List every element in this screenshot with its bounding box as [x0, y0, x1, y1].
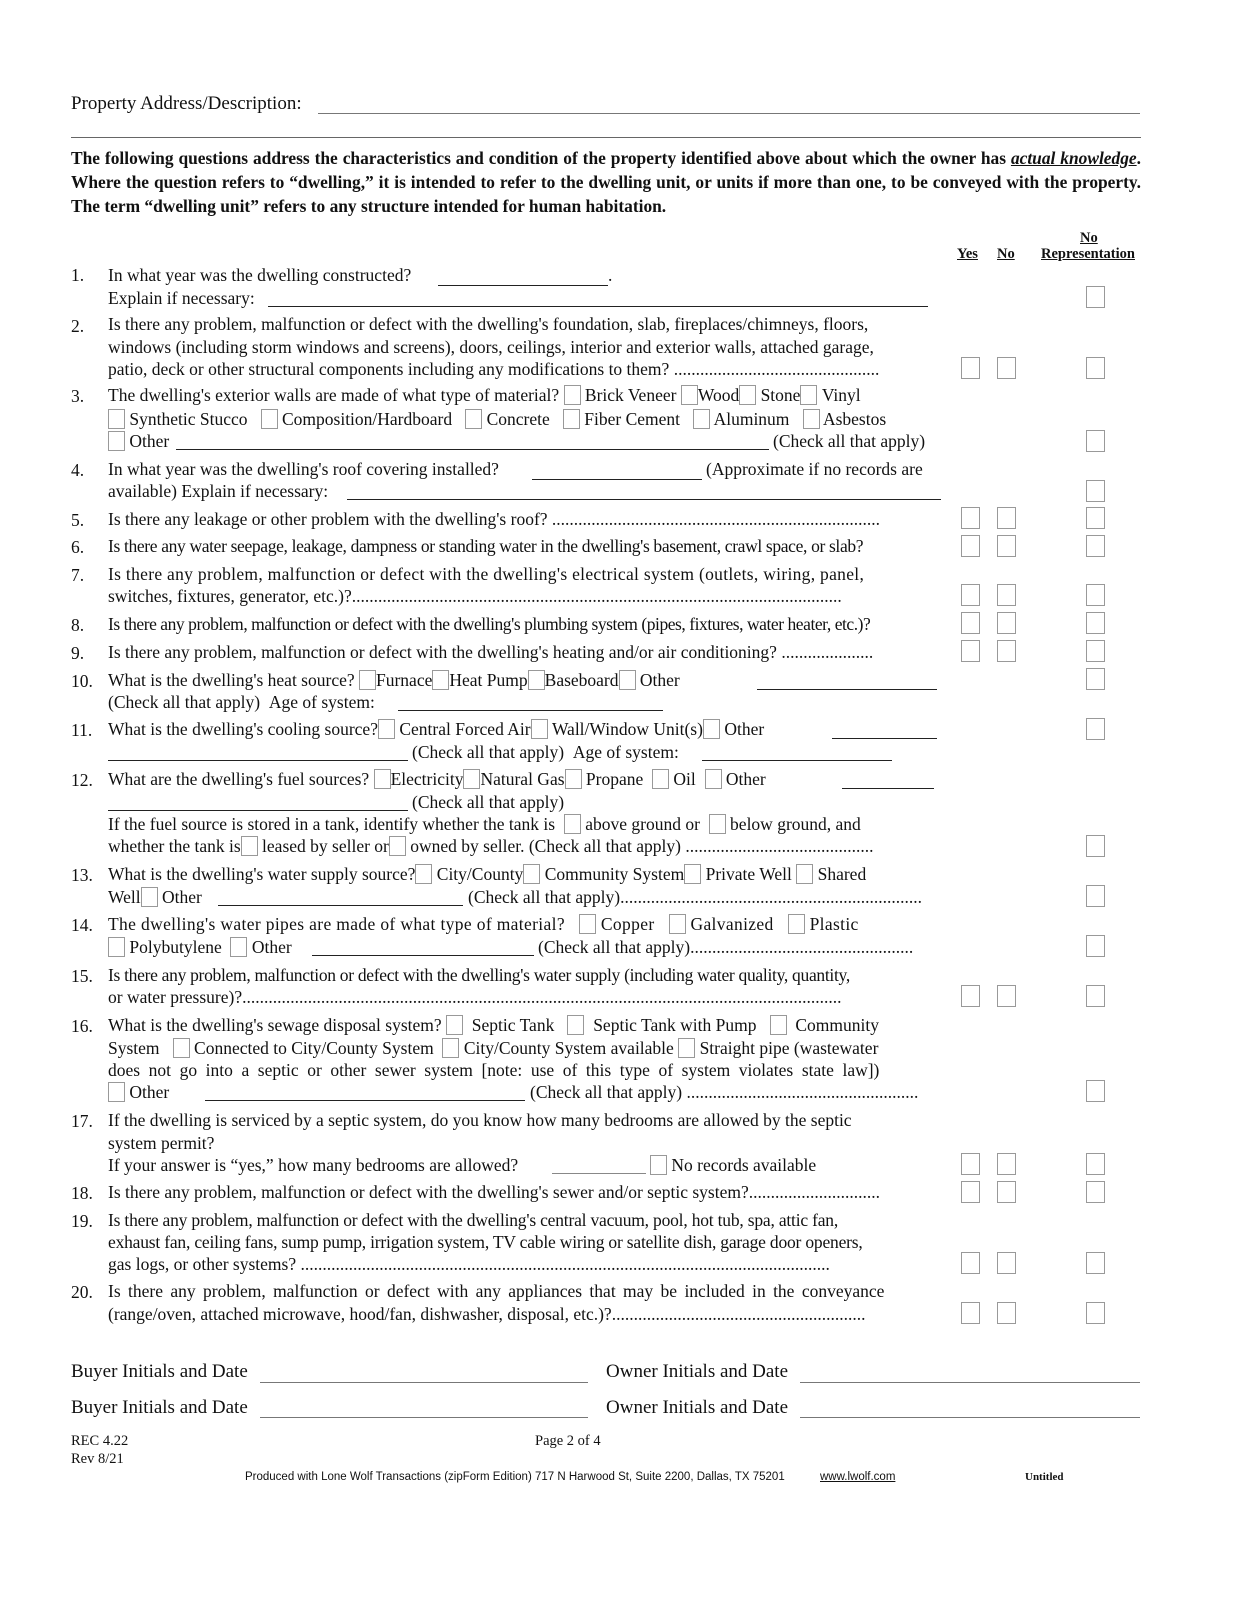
q16-note	[530, 1082, 918, 1103]
q12-tank-text2: whether the tank is	[108, 836, 241, 856]
q16-line3: does not go into a septic or other sewer system [note: use of this type of system violates state law])	[108, 1060, 880, 1080]
q11-central-label: Central Forced Air	[399, 719, 531, 739]
q20-line2-text: (range/oven, attached microwave, hood/fan, dishwasher, disposal, etc.)?	[108, 1304, 612, 1324]
q14-copper-checkbox[interactable]	[579, 914, 596, 934]
q5-line1: Is there any leakage or other problem with the dwelling's roof?	[108, 509, 548, 529]
q17-no-records-checkbox[interactable]	[650, 1155, 667, 1175]
q5-no-rep-checkbox[interactable]	[1086, 507, 1105, 529]
q20-yes-checkbox[interactable]	[961, 1302, 980, 1324]
q4-explain-label: available) Explain if necessary:	[108, 481, 329, 501]
form-revision: Rev 8/21	[71, 1451, 124, 1467]
column-yes: Yes	[957, 246, 978, 262]
q12-below-ground-label: below ground, and	[730, 814, 861, 834]
leader-dots: .........................................................................................................................	[296, 1254, 830, 1274]
q10-baseboard-checkbox[interactable]	[528, 670, 545, 690]
q19-line1: Is there any problem, malfunction or defect with the dwelling's central vacuum, pool, hot tub, spa, attic fan,	[108, 1210, 839, 1230]
q17-option	[650, 1155, 816, 1176]
q15-no-rep-checkbox[interactable]	[1086, 985, 1105, 1007]
q12-line1	[108, 769, 766, 790]
q3-other-input[interactable]	[176, 449, 769, 450]
q12-above-ground-checkbox[interactable]	[564, 814, 581, 834]
column-no-rep-line1: No	[1080, 230, 1098, 246]
property-address-label: Property Address/Description:	[71, 93, 302, 114]
q16-septic-checkbox[interactable]	[446, 1015, 463, 1035]
leader-dots: ...........................................	[680, 836, 874, 856]
q15-number: 15.	[71, 966, 93, 986]
q15-line1: Is there any problem, malfunction or defect with the dwelling's water supply (including water quality, quantity,	[108, 965, 850, 985]
q13-other-input[interactable]	[218, 905, 463, 906]
q10-furnace-label: Furnace	[376, 670, 433, 690]
q13-community-label: Community System	[544, 864, 685, 884]
q3-lead: The dwelling's exterior walls are made of what type of material?	[108, 385, 560, 405]
q3-stucco-checkbox[interactable]	[108, 409, 125, 429]
q16-community-checkbox[interactable]	[770, 1015, 787, 1035]
q12-tank-line2	[108, 836, 873, 857]
leader-dots: .....................................................	[682, 1082, 919, 1102]
q14-galvanized-label: Galvanized	[690, 914, 774, 934]
q2-number: 2.	[71, 316, 85, 336]
q14-line2	[108, 937, 292, 958]
q3-fiber-cement-checkbox[interactable]	[563, 409, 580, 429]
q12-above-ground-label: above ground or	[585, 814, 700, 834]
q11-lead: What is the dwelling's cooling source?	[108, 719, 378, 739]
q9-line1: Is there any problem, malfunction or defect with the dwelling's heating and/or air conditioning?	[108, 642, 777, 662]
q5-no-checkbox[interactable]	[997, 507, 1016, 529]
q12-electricity-checkbox[interactable]	[374, 769, 391, 789]
q3-other-label: Other	[129, 431, 170, 451]
q3-wood-checkbox[interactable]	[681, 385, 698, 405]
q19-yes-checkbox[interactable]	[961, 1252, 980, 1274]
q12-below-ground-checkbox[interactable]	[709, 814, 726, 834]
q14-polybutylene-checkbox[interactable]	[108, 937, 125, 957]
q3-brick-checkbox[interactable]	[564, 385, 581, 405]
q3-aluminum-checkbox[interactable]	[693, 409, 710, 429]
q13-note-text: (Check all that apply)	[468, 887, 621, 907]
q5-yes-checkbox[interactable]	[961, 507, 980, 529]
q19-number: 19.	[71, 1211, 93, 1231]
q19-line3-text: gas logs, or other systems?	[108, 1254, 297, 1274]
q2-line3-text: patio, deck or other structural components including any modifications to them?	[108, 359, 670, 379]
leader-dots: ...........................................................................	[547, 509, 881, 529]
q20-no-rep-checkbox[interactable]	[1086, 1302, 1105, 1324]
leader-dots: ..............................	[748, 1182, 880, 1202]
q1-explain-label: Explain if necessary:	[108, 288, 255, 308]
q16-straight-pipe-label: Straight pipe (wastewater	[699, 1038, 879, 1058]
q3-note: (Check all that apply)	[773, 431, 926, 451]
q16-connected-label: Connected to City/County System	[194, 1038, 434, 1058]
q1-line1: In what year was the dwelling constructed?	[108, 265, 412, 285]
q11-other-label: Other	[724, 719, 765, 739]
q16-septic-label: Septic Tank	[471, 1015, 555, 1035]
q10-baseboard-label: Baseboard	[544, 670, 619, 690]
q13-community-checkbox[interactable]	[523, 864, 540, 884]
intro-emphasis: actual knowledge	[1010, 148, 1137, 168]
q3-aluminum-label: Aluminum	[713, 409, 790, 429]
q11-age-input[interactable]	[702, 760, 892, 761]
q12-tank-text: If the fuel source is stored in a tank, identify whether the tank is	[108, 814, 556, 834]
q1-explain-input[interactable]	[268, 306, 928, 307]
q14-line1	[108, 914, 859, 935]
q14-plastic-checkbox[interactable]	[788, 914, 805, 934]
q13-lead: What is the dwelling's water supply source?	[108, 864, 416, 884]
column-no-rep-line2: Representation	[1041, 246, 1135, 262]
q10-other-input[interactable]	[757, 689, 937, 690]
q13-note	[468, 887, 922, 908]
q3-wood-label: Wood	[697, 385, 740, 405]
q18-text	[108, 1182, 880, 1203]
q18-no-checkbox[interactable]	[997, 1181, 1016, 1203]
q20-line1: Is there any problem, malfunction or defect with any appliances that may be included in the conveyance	[108, 1281, 885, 1301]
q10-heatpump-checkbox[interactable]	[432, 670, 449, 690]
q3-concrete-label: Concrete	[486, 409, 550, 429]
leader-dots: ................................................................................................................	[351, 586, 842, 606]
q3-line1	[108, 385, 861, 406]
q10-line1	[108, 670, 680, 691]
q2-no-checkbox[interactable]	[997, 357, 1016, 379]
q20-number: 20.	[71, 1282, 93, 1302]
q10-no-rep-checkbox[interactable]	[1086, 668, 1105, 690]
q11-wall-checkbox[interactable]	[531, 719, 548, 739]
q14-other-input[interactable]	[312, 955, 534, 956]
q12-owned-checkbox[interactable]	[389, 836, 406, 856]
q13-city-checkbox[interactable]	[415, 864, 432, 884]
q5-number: 5.	[71, 510, 85, 530]
q10-furnace-checkbox[interactable]	[359, 670, 376, 690]
leader-dots: .....................................................................	[620, 887, 922, 907]
q20-no-checkbox[interactable]	[997, 1302, 1016, 1324]
intro-text-1: The following questions address the characteristics and condition of the property identified above about which the owner has	[71, 148, 1011, 168]
q3-other-checkbox[interactable]	[108, 431, 125, 451]
q9-text	[108, 642, 873, 663]
q14-lead: The dwelling's water pipes are made of what type of material?	[108, 914, 565, 934]
owner-initials-label-1: Owner Initials and Date	[606, 1361, 789, 1382]
q19-no-rep-checkbox[interactable]	[1086, 1252, 1105, 1274]
q17-no-checkbox[interactable]	[997, 1153, 1016, 1175]
q7-yes-checkbox[interactable]	[961, 584, 980, 606]
owner-initials-label-2: Owner Initials and Date	[606, 1397, 789, 1418]
q14-polybutylene-label: Polybutylene	[129, 937, 222, 957]
q10-age-input[interactable]	[398, 710, 663, 711]
q8-no-checkbox[interactable]	[997, 612, 1016, 634]
leader-dots: ...............................................	[669, 359, 880, 379]
q11-other-checkbox[interactable]	[703, 719, 720, 739]
q19-line2: exhaust fan, ceiling fans, sump pump, irrigation system, TV cable wiring or satellite dish, garage door openers,	[108, 1232, 863, 1252]
q3-asbestos-label: Asbestos	[822, 409, 887, 429]
q2-yes-checkbox[interactable]	[961, 357, 980, 379]
q14-no-rep-checkbox[interactable]	[1086, 935, 1105, 957]
q3-composition-label: Composition/Hardboard	[281, 409, 453, 429]
leader-dots: .........................................................................................................................................	[242, 987, 842, 1007]
q13-shared-label: Shared	[817, 864, 867, 884]
q17-line2: system permit?	[108, 1133, 215, 1153]
q3-number: 3.	[71, 386, 85, 406]
intro-text-2: . Where the question refers to “dwelling,” it is intended to refer to the dwelling unit, or units if more than one, to be conveyed with the property. The term “dwelling unit” refers to any structure intended for human habitation.	[71, 148, 1141, 216]
q11-wall-label: Wall/Window Unit(s)	[551, 719, 703, 739]
q6-no-checkbox[interactable]	[997, 535, 1016, 557]
owner-initials-input-2[interactable]	[800, 1417, 1140, 1418]
q16-available-checkbox[interactable]	[442, 1038, 459, 1058]
q11-number: 11.	[71, 720, 93, 740]
q16-other-checkbox[interactable]	[108, 1082, 125, 1102]
q13-private-well-checkbox[interactable]	[684, 864, 701, 884]
q16-line4	[108, 1082, 169, 1103]
producer-link[interactable]: www.lwolf.com	[820, 1471, 896, 1483]
q16-community-label: Community	[795, 1015, 879, 1035]
q19-no-checkbox[interactable]	[997, 1252, 1016, 1274]
owner-initials-input-1[interactable]	[800, 1382, 1140, 1383]
q12-oil-label: Oil	[673, 769, 696, 789]
q6-no-rep-checkbox[interactable]	[1086, 535, 1105, 557]
q16-available-label: City/County System available	[463, 1038, 674, 1058]
q16-no-rep-checkbox[interactable]	[1086, 1080, 1105, 1102]
q16-note-text: (Check all that apply)	[530, 1082, 683, 1102]
q11-other-input-cont[interactable]	[108, 760, 408, 761]
q4-explain-input[interactable]	[347, 499, 941, 500]
q10-lead: What is the dwelling's heat source?	[108, 670, 355, 690]
q2-line2: windows (including storm windows and screens), doors, ceilings, interior and exterior walls, attached garage,	[108, 337, 874, 357]
q4-line1: In what year was the dwelling's roof covering installed?	[108, 459, 499, 479]
q10-other-label: Other	[639, 670, 680, 690]
q12-tank-line1	[108, 814, 861, 835]
q1-number: 1.	[71, 265, 85, 285]
q1-year-input[interactable]	[438, 285, 608, 286]
q15-line2-text: or water pressure)?	[108, 987, 243, 1007]
header-divider	[71, 137, 1141, 138]
q19-line3	[108, 1254, 830, 1275]
q3-vinyl-checkbox[interactable]	[800, 385, 817, 405]
q18-no-rep-checkbox[interactable]	[1086, 1181, 1105, 1203]
q3-line3	[108, 431, 169, 452]
q13-other-checkbox[interactable]	[141, 887, 158, 907]
q13-other-label: Other	[161, 887, 202, 907]
q12-leased-label: leased by seller or	[262, 836, 389, 856]
q17-no-records-label: No records available	[671, 1155, 817, 1175]
q10-other-checkbox[interactable]	[619, 670, 636, 690]
q8-yes-checkbox[interactable]	[961, 612, 980, 634]
q9-yes-checkbox[interactable]	[961, 640, 980, 662]
page-number: Page 2 of 4	[535, 1433, 601, 1449]
q12-number: 12.	[71, 770, 93, 790]
q12-propane-checkbox[interactable]	[565, 769, 582, 789]
q1-no-rep-checkbox[interactable]	[1086, 286, 1105, 308]
q12-leased-checkbox[interactable]	[241, 836, 258, 856]
q14-note	[538, 937, 913, 958]
q13-shared-well-checkbox[interactable]	[796, 864, 813, 884]
q13-private-well-label: Private Well	[705, 864, 792, 884]
q18-line1: Is there any problem, malfunction or defect with the dwelling's sewer and/or septic system?	[108, 1182, 749, 1202]
q12-oil-checkbox[interactable]	[652, 769, 669, 789]
q3-asbestos-checkbox[interactable]	[803, 409, 820, 429]
q17-no-rep-checkbox[interactable]	[1086, 1153, 1105, 1175]
q3-no-rep-checkbox[interactable]	[1086, 430, 1105, 452]
q16-straight-pipe-checkbox[interactable]	[678, 1038, 695, 1058]
q13-well-label: Well	[108, 887, 141, 907]
q12-natgas-checkbox[interactable]	[463, 769, 480, 789]
q11-note: (Check all that apply)	[412, 742, 565, 762]
q6-text: Is there any water seepage, leakage, dampness or standing water in the dwelling's basement, crawl space, or slab?	[108, 536, 864, 556]
q12-natgas-label: Natural Gas	[480, 769, 565, 789]
buyer-initials-label-1: Buyer Initials and Date	[71, 1361, 248, 1382]
q14-copper-label: Copper	[600, 914, 655, 934]
q12-other-label: Other	[725, 769, 766, 789]
q12-owned-label: owned by seller. (Check all that apply)	[410, 836, 681, 856]
q6-number: 6.	[71, 537, 85, 557]
q5-text	[108, 509, 880, 530]
q7-no-checkbox[interactable]	[997, 584, 1016, 606]
q2-no-rep-checkbox[interactable]	[1086, 357, 1105, 379]
q3-stone-label: Stone	[760, 385, 801, 405]
q3-fiber-cement-label: Fiber Cement	[584, 409, 681, 429]
form-id: REC 4.22	[71, 1433, 129, 1449]
q13-line1	[108, 864, 866, 885]
q7-line1: Is there any problem, malfunction or defect with the dwelling's electrical system (outlets, wiring, panel,	[108, 564, 865, 584]
q16-other-label: Other	[129, 1082, 170, 1102]
q16-number: 16.	[71, 1016, 93, 1036]
q1-text	[108, 265, 411, 286]
q4-year-input[interactable]	[532, 479, 702, 480]
q3-composition-checkbox[interactable]	[261, 409, 278, 429]
q10-heatpump-label: Heat Pump	[449, 670, 528, 690]
q12-no-rep-checkbox[interactable]	[1086, 835, 1105, 857]
q17-line3: If your answer is “yes,” how many bedrooms are allowed?	[108, 1155, 519, 1175]
q9-no-checkbox[interactable]	[997, 640, 1016, 662]
q14-other-label: Other	[251, 937, 292, 957]
q18-yes-checkbox[interactable]	[961, 1181, 980, 1203]
q8-no-rep-checkbox[interactable]	[1086, 612, 1105, 634]
q7-line2-text: switches, fixtures, generator, etc.)?	[108, 586, 352, 606]
q4-approx-note: (Approximate if no records are	[706, 459, 923, 479]
leader-dots: ..........................................................	[611, 1304, 866, 1324]
q6-yes-checkbox[interactable]	[961, 535, 980, 557]
q16-line2	[108, 1038, 878, 1059]
q7-number: 7.	[71, 565, 85, 585]
q10-age-label: Age of system:	[268, 692, 375, 712]
q10-number: 10.	[71, 671, 93, 691]
q14-galvanized-checkbox[interactable]	[669, 914, 686, 934]
q12-lead: What are the dwelling's fuel sources?	[108, 769, 370, 789]
q13-no-rep-checkbox[interactable]	[1086, 885, 1105, 907]
buyer-initials-label-2: Buyer Initials and Date	[71, 1397, 248, 1418]
q16-septic-pump-label: Septic Tank with Pump	[593, 1015, 757, 1035]
q12-propane-label: Propane	[585, 769, 644, 789]
q17-line1: If the dwelling is serviced by a septic system, do you know how many bedrooms are allowed by the septic	[108, 1110, 852, 1130]
q14-number: 14.	[71, 915, 93, 935]
q3-stone-checkbox[interactable]	[739, 385, 756, 405]
q11-central-checkbox[interactable]	[378, 719, 395, 739]
q16-connected-checkbox[interactable]	[173, 1038, 190, 1058]
intro-paragraph	[71, 146, 1141, 218]
q12-other-checkbox[interactable]	[705, 769, 722, 789]
producer-text: Produced with Lone Wolf Transactions (zipForm Edition) 717 N Harwood St, Suite 2200, Dallas, TX 75201	[245, 1471, 785, 1483]
q8-number: 8.	[71, 615, 85, 635]
q16-system-label: System	[108, 1038, 160, 1058]
q4-no-rep-checkbox[interactable]	[1086, 480, 1105, 502]
q9-no-rep-checkbox[interactable]	[1086, 640, 1105, 662]
q14-plastic-label: Plastic	[809, 914, 859, 934]
q7-no-rep-checkbox[interactable]	[1086, 584, 1105, 606]
q15-no-checkbox[interactable]	[997, 985, 1016, 1007]
q3-stucco-label: Synthetic Stucco	[129, 409, 248, 429]
q3-line2	[108, 409, 886, 430]
q3-vinyl-label: Vinyl	[821, 385, 861, 405]
q15-yes-checkbox[interactable]	[961, 985, 980, 1007]
document-name: Untitled	[1025, 1471, 1064, 1483]
q13-city-label: City/County	[436, 864, 524, 884]
buyer-initials-input-2[interactable]	[260, 1417, 588, 1418]
q10-note: (Check all that apply)	[108, 692, 261, 712]
q8-text: Is there any problem, malfunction or defect with the dwelling's plumbing system (pipes, fixtures, water heater, etc.)?	[108, 614, 871, 634]
q11-no-rep-checkbox[interactable]	[1086, 718, 1105, 740]
q12-other-input[interactable]	[842, 788, 934, 789]
q3-brick-label: Brick Veneer	[584, 385, 677, 405]
buyer-initials-input-1[interactable]	[260, 1382, 588, 1383]
q1-period: .	[608, 265, 613, 285]
q13-number: 13.	[71, 865, 93, 885]
column-no: No	[997, 246, 1015, 262]
q16-septic-pump-checkbox[interactable]	[567, 1015, 584, 1035]
q12-electricity-label: Electricity	[390, 769, 464, 789]
q2-line1: Is there any problem, malfunction or defect with the dwelling's foundation, slab, fireplaces/chimneys, floors,	[108, 314, 869, 334]
leader-dots: .....................	[776, 642, 874, 662]
q16-other-input[interactable]	[205, 1100, 525, 1101]
q13-line2	[108, 887, 202, 908]
q12-other-input-cont[interactable]	[108, 810, 408, 811]
leader-dots: ...................................................	[690, 937, 914, 957]
q9-number: 9.	[71, 643, 85, 663]
q4-number: 4.	[71, 460, 85, 480]
q10-line2	[108, 692, 375, 713]
q14-other-checkbox[interactable]	[230, 937, 247, 957]
q16-lead: What is the dwelling's sewage disposal system?	[108, 1015, 442, 1035]
q16-line1	[108, 1015, 879, 1036]
q17-number: 17.	[71, 1111, 93, 1131]
q17-yes-checkbox[interactable]	[961, 1153, 980, 1175]
q7-line2	[108, 586, 842, 607]
q18-number: 18.	[71, 1183, 93, 1203]
q15-line2	[108, 987, 841, 1008]
q20-line2	[108, 1304, 865, 1325]
q14-note-text: (Check all that apply)	[538, 937, 691, 957]
q17-bedrooms-input[interactable]	[552, 1173, 646, 1174]
q11-age-label: Age of system:	[572, 742, 679, 762]
q3-concrete-checkbox[interactable]	[465, 409, 482, 429]
property-address-input[interactable]	[318, 113, 1140, 114]
q11-line1	[108, 719, 764, 740]
q11-line2	[412, 742, 679, 763]
q11-other-input[interactable]	[832, 738, 937, 739]
q12-note: (Check all that apply)	[412, 792, 565, 812]
q2-line3	[108, 359, 879, 380]
